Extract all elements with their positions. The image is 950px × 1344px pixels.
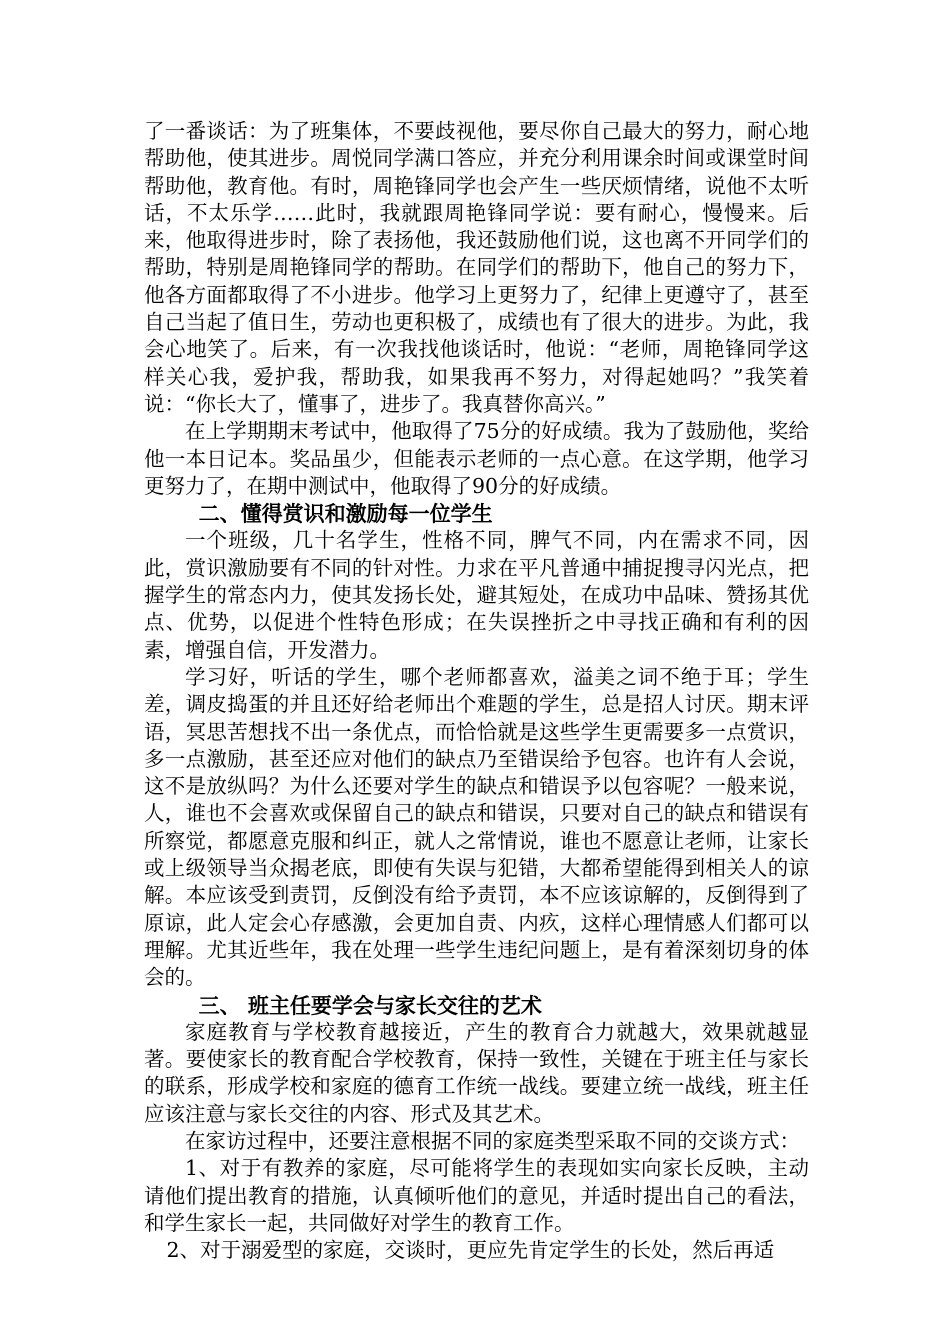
paragraph-family-education: 家庭教育与学校教育越接近，产生的教育合力就越大，效果就越显著。要使家长的教育配合学校教育，保持一致性，关键在于班主任与家长的联系，形成学校和家庭的德育工作统一战线。要建立统一战线，班主任应该注意与家长交往的内容、形式及其艺术。: [144, 1019, 809, 1126]
list-item-2: 2、对于溺爱型的家庭，交谈时，更应先肯定学生的长处，然后再适: [166, 1238, 775, 1263]
section-heading-2: 二、懂得赏识和激励每一位学生: [198, 501, 493, 527]
document-page: [144, 118, 809, 1264]
paragraph-continuation: 了一番谈话：为了班集体，不要歧视他，要尽你自己最大的努力，耐心地帮助他，使其进步。周悦同学满口答应，并充分利用课余时间或课堂时间帮助他，教育他。有时，周艳锋同学也会产生一些厌烦情绪，说他不太听话，不太乐学……此时，我就跟周艳锋同学说：要有耐心，慢慢来。后来，他取得进步时，除了表扬他，我还鼓励他们说，这也离不开同学们的帮助，特别是周艳锋同学的帮助。在同学们的帮助下，他自己的努力下，他各方面都取得了不小进步。他学习上更努力了，纪律上更遵守了，甚至自己当起了值日生，劳动也更积极了，成绩也有了很大的进步。为此，我会心地笑了。后来，有一次我找他谈话时，他说：“老师，周艳锋同学这样关心我，爱护我，帮助我，如果我再不努力，对得起她吗？”我笑着说：“你长大了，懂事了，进步了。我真替你高兴。”: [144, 119, 809, 416]
section-heading-3: 三、 班主任要学会与家长交往的艺术: [198, 992, 542, 1018]
list-item-1: 1、对于有教养的家庭，尽可能将学生的表现如实向家长反映，主动请他们提出教育的措施，认真倾听他们的意见，并适时提出自己的看法，和学生家长一起，共同做好对学生的教育工作。: [144, 1156, 809, 1235]
paragraph-tolerance: 学习好，听话的学生，哪个老师都喜欢，溢美之词不绝于耳；学生差，调皮捣蛋的并且还好给老师出个难题的学生，总是招人讨厌。期末评语，冥思苦想找不出一条优点，而恰恰就是这些学生更需要多一点赏识，多一点激励，甚至还应对他们的缺点乃至错误给予包容。也许有人会说，这不是放纵吗？为什么还要对学生的缺点和错误予以包容呢？一般来说，人，谁也不会喜欢或保留自己的缺点和错误，只要对自己的缺点和错误有所察觉，都愿意克服和纠正，就人之常情说，谁也不愿意让老师，让家长或上级领导当众揭老底，即使有失误与犯错，大都希望能得到相关人的谅解。本应该受到责罚，反倒没有给予责罚，本不应该谅解的，反倒得到了原谅，此人定会心存感激，会更加自责、内疚，这样心理情感人们都可以理解。尤其近些年，我在处理一些学生违纪问题上，是有着深刻切身的体会的。: [144, 664, 809, 990]
paragraph-class-appreciation: 一个班级，几十名学生，性格不同，脾气不同，内在需求不同，因此，赏识激励要有不同的针对性。力求在平凡普通中捕捉搜寻闪光点，把握学生的常态内力，使其发扬长处，避其短处，在成功中品味、赞扬其优点、优势，以促进个性特色形成；在失误挫折之中寻找正确和有利的因素，增强自信，开发潜力。: [144, 528, 809, 662]
paragraph-home-visit: 在家访过程中，还要注意根据不同的家庭类型采取不同的交谈方式：: [185, 1128, 800, 1153]
paragraph-exam-result: 在上学期期末考试中，他取得了75分的好成绩。我为了鼓励他，奖给他一本日记本。奖品虽少，但能表示老师的一点心意。在这学期，他学习更努力了，在期中测试中，他取得了90分的好成绩。: [144, 419, 809, 498]
